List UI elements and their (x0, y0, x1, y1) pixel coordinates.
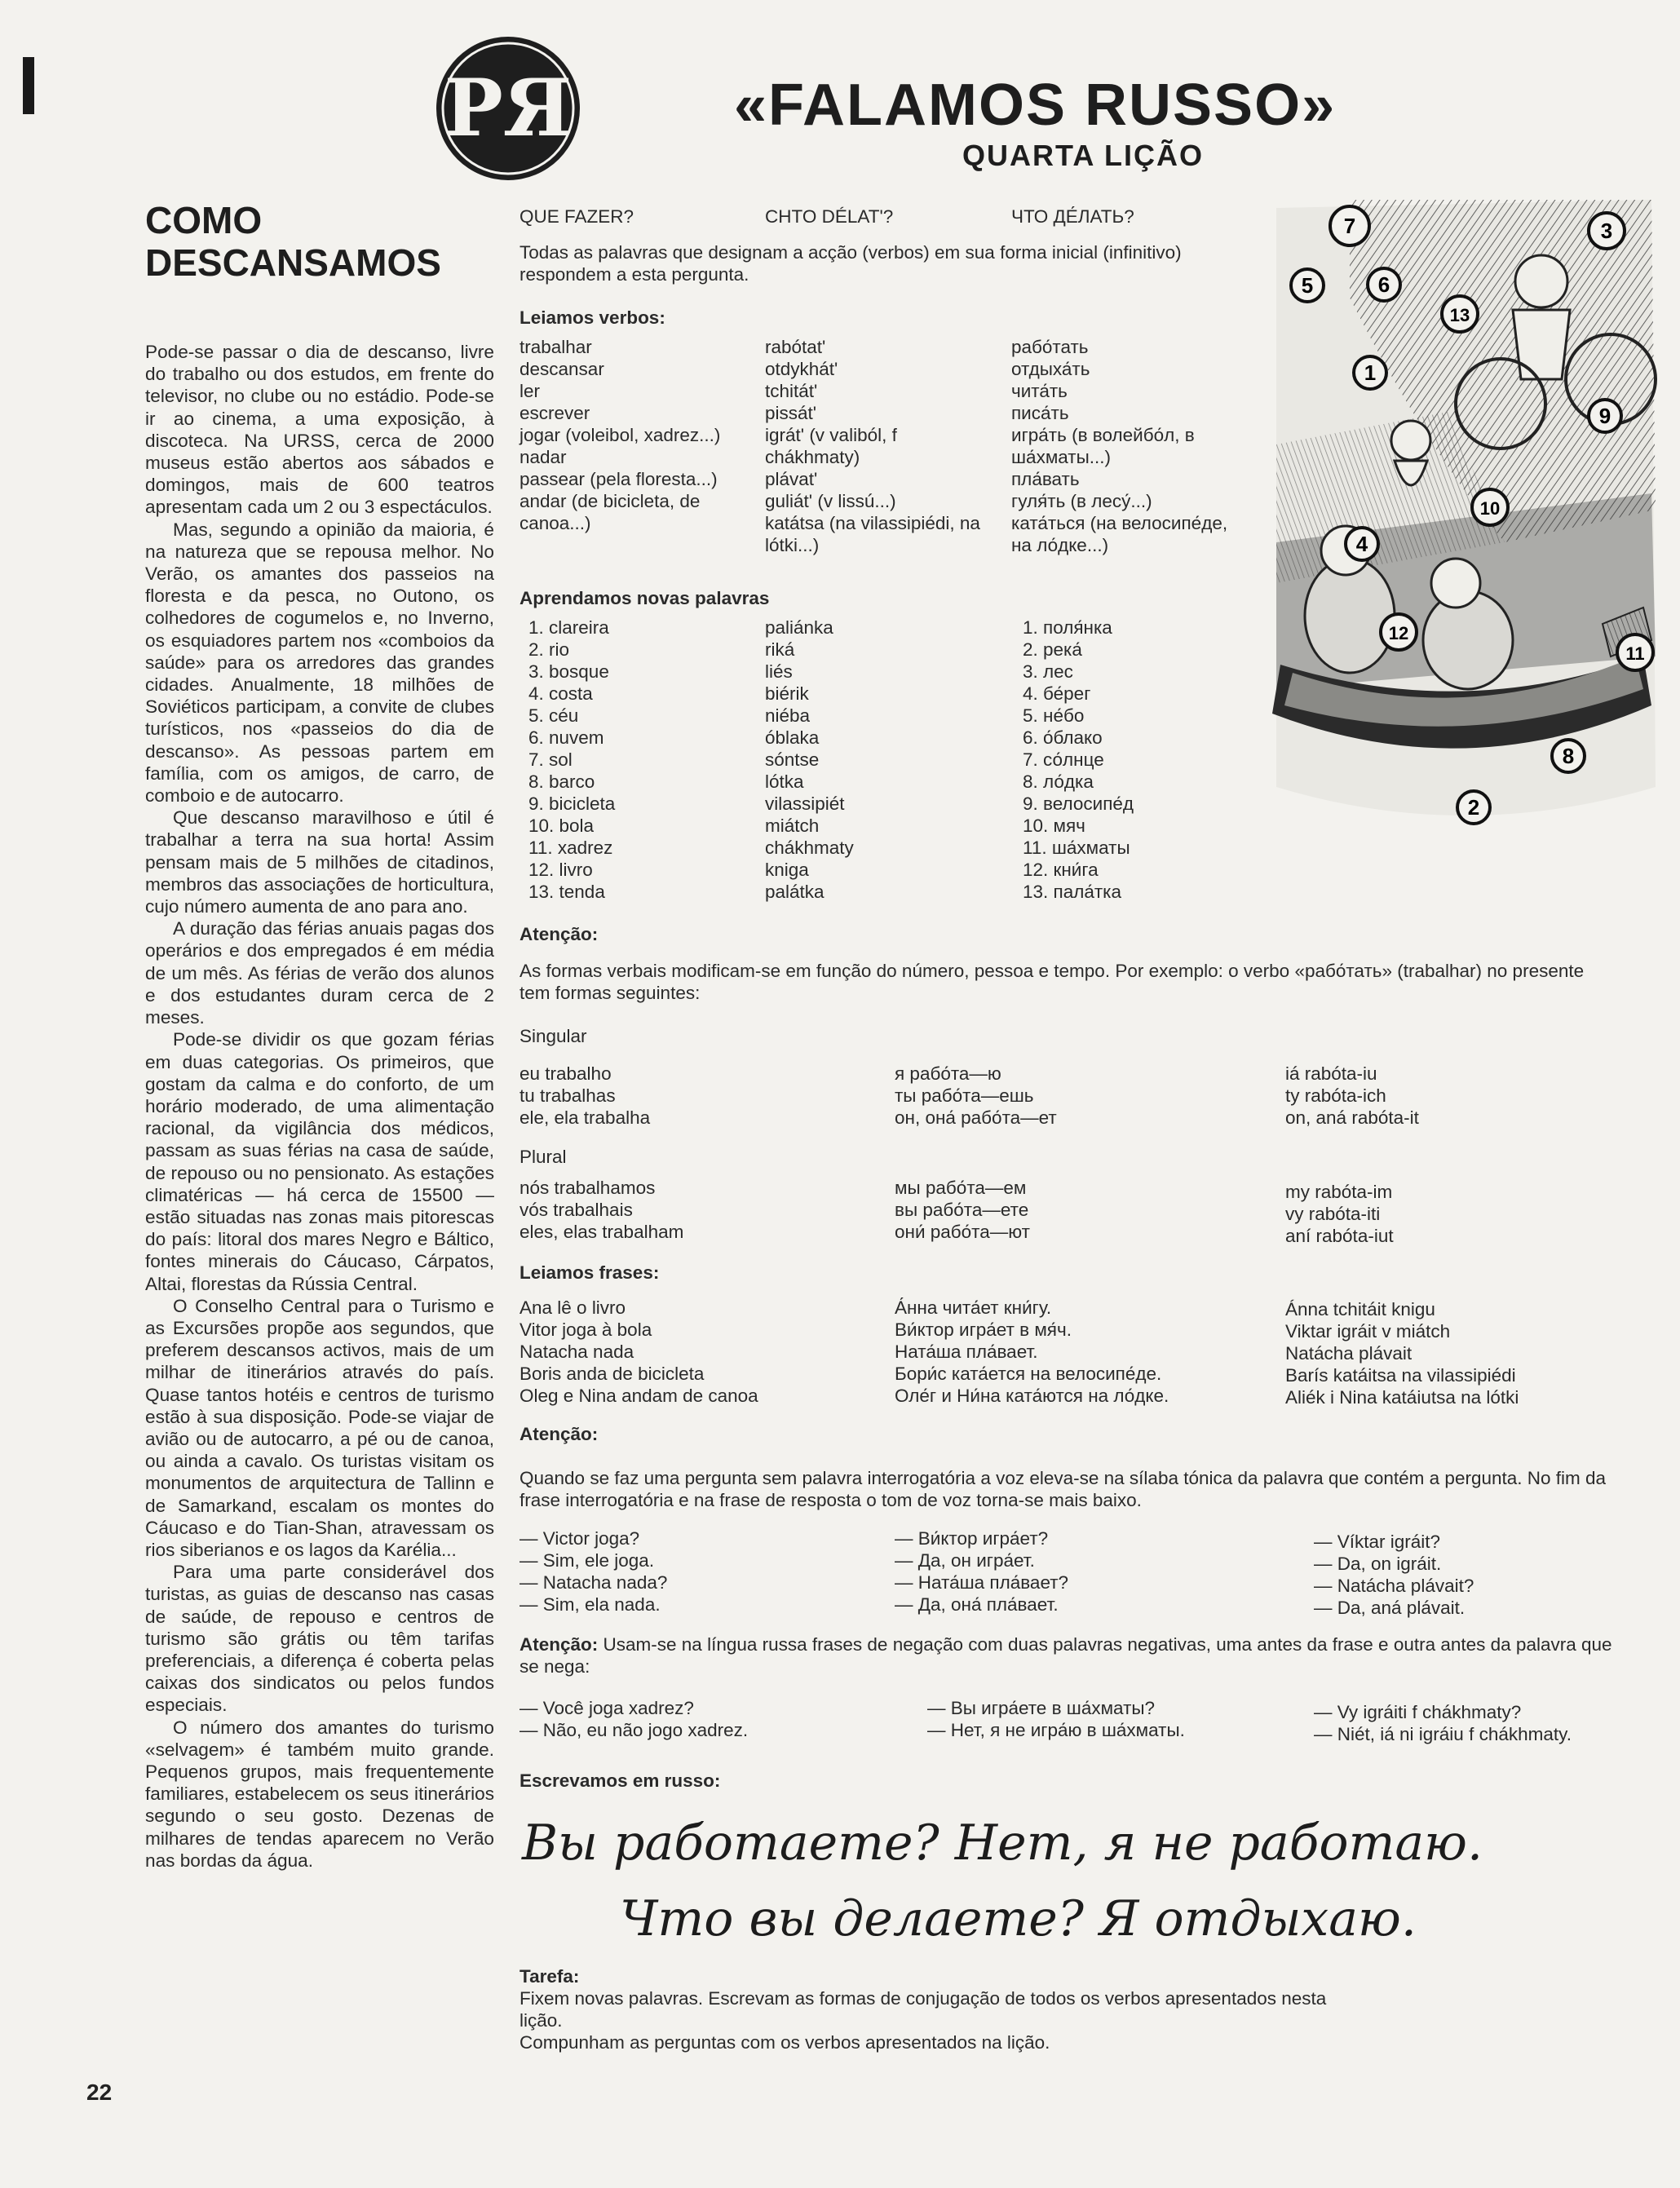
words-heading: Aprendamos novas palavras (519, 588, 770, 608)
question-translit: CHTO DÉLAT'? (765, 206, 894, 227)
negation-pt: — Não, eu não jogo xadrez. (519, 1720, 749, 1740)
word-ru: 5. не́бо (1023, 705, 1085, 726)
word-ru: 11. ша́хматы (1023, 838, 1130, 858)
callout-number: 8 (1562, 744, 1575, 768)
plural-pt-column (519, 1177, 683, 1243)
dialogue-pt: — Sim, ele joga. (519, 1550, 655, 1571)
negation-ru-column (927, 1697, 1185, 1741)
negation-ru: — Вы игра́ете в ша́хматы? (927, 1698, 1156, 1718)
task-text: Compunham as perguntas com os verbos apresentados na lição. (519, 2032, 1050, 2053)
phrase-ru: Оле́г и Ни́на ката́ются на ло́дке. (895, 1386, 1169, 1406)
callout-number: 5 (1301, 273, 1314, 298)
word-translit: miátch (765, 816, 820, 836)
word-translit: paliánka (765, 617, 833, 638)
question-pt: QUE FAZER? (519, 206, 634, 227)
word-ru: 13. пала́тка (1023, 882, 1122, 902)
verbs-heading: Leiamos verbos: (519, 307, 665, 328)
word-pt: 6. nuvem (528, 727, 604, 748)
conjugation-pt: eu trabalho (519, 1063, 612, 1084)
task-text: Fixem novas palavras. Escrevam as formas de conjugação de todos os verbos apresentados nesta lição. (519, 1988, 1327, 2031)
singular-translit-column (1285, 1063, 1419, 1129)
callout-number: 12 (1388, 623, 1409, 643)
word-translit: vilassipiét (765, 793, 845, 814)
verb-pt: escrever (519, 403, 590, 423)
verb-translit: plávat' (765, 469, 818, 489)
negation-pt-column (519, 1697, 748, 1741)
conjugation-ru: мы рабо́та—ем (895, 1178, 1027, 1198)
question-ru: ЧТО ДЕ́ЛАТЬ? (1011, 206, 1134, 227)
conjugation-pt: ele, ela trabalha (519, 1107, 651, 1128)
conjugation-translit: iá rabóta-iu (1285, 1063, 1377, 1084)
dialogue-translit-column (1314, 1531, 1474, 1619)
negation-ru: — Нет, я не игра́ю в ша́хматы. (927, 1720, 1185, 1740)
article-title-line1: COMO (145, 199, 263, 241)
conjugation-ru: они́ рабо́та—ют (895, 1222, 1030, 1242)
verbs-pt-column (519, 336, 736, 534)
article-paragraph: Mas, segundo a opinião da maioria, é na natureza que se repousa melhor. No Verão, os amantes dos passeios na floresta e da pesca, no Outono, os colhedores de cogumelos e, no Inverno, os esquiadores partem nos «comboios da saúde» para os arredores das grandes cidades. Anualmente, 18 milhões de Soviéticos participam, a convite de clubes turísticos, nos «passeios do dia de descanso». As pessoas partem em família, com os amigos, de carro, de comboio e de autocarro. (145, 519, 494, 807)
callout-number: 7 (1343, 214, 1356, 238)
lesson-logo (431, 31, 586, 186)
verb-ru: ката́ться (на велосипе́де, на ло́дке...) (1011, 513, 1228, 555)
verb-pt: descansar (519, 359, 604, 379)
conjugation-translit: my rabóta-im (1285, 1182, 1393, 1202)
word-translit: lótka (765, 771, 804, 792)
attention-heading: Atenção: (519, 924, 599, 944)
phrase-translit: Aliék i Nina katáiutsa na lótki (1285, 1387, 1519, 1408)
callout-number: 6 (1377, 272, 1390, 297)
word-translit: riká (765, 639, 795, 660)
word-translit: sóntse (765, 749, 820, 770)
callout-number: 11 (1625, 643, 1645, 664)
words-ru-column (1023, 617, 1134, 903)
plural-label: Plural (519, 1147, 567, 1167)
word-pt: 7. sol (528, 749, 573, 770)
verb-ru: писа́ть (1011, 403, 1069, 423)
word-pt: 8. barco (528, 771, 595, 792)
word-ru: 1. поля́нка (1023, 617, 1112, 638)
singular-label: Singular (519, 1026, 587, 1046)
conjugation-pt: eles, elas trabalham (519, 1222, 684, 1242)
lesson-illustration (1260, 200, 1660, 828)
conjugation-translit: on, aná rabóta-it (1285, 1107, 1419, 1128)
conjugation-pt: tu trabalhas (519, 1085, 616, 1106)
attention-text: Usam-se na língua russa frases de negação com duas palavras negativas, uma antes da frase e outra antes da palavra que se nega: (519, 1634, 1612, 1677)
conjugation-pt: nós trabalhamos (519, 1178, 656, 1198)
verb-translit: katátsa (na vilassipiédi, na lótki...) (765, 513, 980, 555)
negation-pt: — Você joga xadrez? (519, 1698, 694, 1718)
dialogue-ru: — Ната́ша пла́вает? (895, 1572, 1069, 1593)
phrase-pt: Vitor joga à bola (519, 1319, 652, 1340)
word-pt: 1. clareira (528, 617, 609, 638)
verb-pt: trabalhar (519, 337, 592, 357)
word-ru: 3. лес (1023, 661, 1073, 682)
phrase-ru: А́нна чита́ет кни́гу. (895, 1297, 1052, 1318)
dialogue-ru: — Да, он игра́ет. (895, 1550, 1035, 1571)
article-body (145, 341, 494, 1872)
word-translit: óblaka (765, 727, 820, 748)
conjugation-translit: aní rabóta-iut (1285, 1226, 1394, 1246)
word-ru: 4. бе́рег (1023, 683, 1091, 704)
word-translit: niéba (765, 705, 811, 726)
phrase-pt: Natacha nada (519, 1342, 634, 1362)
attention-text: Quando se faz uma pergunta sem palavra interrogatória a voz eleva-se na sílaba tónica da palavra que contém a pergunta. No fim da frase interrogatória e na frase de resposta o tom de voz torna-se mais baixo. (519, 1468, 1607, 1510)
verb-pt: andar (de bicicleta, de canoa...) (519, 491, 701, 533)
word-ru: 9. велосипе́д (1023, 793, 1134, 814)
logo-letters: РЯ (444, 62, 573, 154)
word-pt: 13. tenda (528, 882, 605, 902)
verb-translit: pissát' (765, 403, 817, 423)
attention-heading: Atenção: (519, 1634, 599, 1655)
singular-pt-column (519, 1063, 650, 1129)
dialogue-ru-column (895, 1527, 1068, 1616)
article-title (145, 199, 441, 284)
verb-ru: гуля́ть (в лесу́...) (1011, 491, 1152, 511)
word-pt: 4. costa (528, 683, 593, 704)
verb-translit: tchitát' (765, 381, 818, 401)
word-translit: liés (765, 661, 793, 682)
phrase-pt: Oleg e Nina andam de canoa (519, 1386, 758, 1406)
attention-heading: Atenção: (519, 1424, 599, 1444)
margin-bar (23, 57, 34, 114)
article-paragraph: A duração das férias anuais pagas dos operários e dos empregados é em média de um mês. As férias de verão dos alunos e dos estudantes duram cerca de 2 meses. (145, 918, 494, 1028)
word-translit: kniga (765, 860, 809, 880)
handwriting-line2: Что вы делаете? Я отдыхаю. (620, 1890, 1417, 1947)
verb-pt: ler (519, 381, 541, 401)
word-translit: chákhmaty (765, 838, 854, 858)
negation-translit-column (1314, 1701, 1572, 1745)
phrases-translit-column (1285, 1298, 1519, 1408)
phrase-translit: Viktar igráit v miátch (1285, 1321, 1451, 1342)
phrases-ru-column (895, 1297, 1169, 1407)
phrase-pt: Ana lê o livro (519, 1297, 626, 1318)
conjugation-ru: он, она́ рабо́та—ет (895, 1107, 1057, 1128)
dialogue-translit: — Da, aná plávait. (1314, 1598, 1466, 1618)
word-pt: 11. xadrez (528, 838, 613, 858)
words-pt-column (528, 617, 615, 903)
dialogue-translit: — Da, on igráit. (1314, 1554, 1442, 1574)
callout-number: 9 (1598, 404, 1611, 428)
word-ru: 8. ло́дка (1023, 771, 1094, 792)
dialogue-pt: — Victor joga? (519, 1528, 640, 1549)
attention-text: As formas verbais modificam-se em função do número, pessoa e tempo. Por exemplo: o verbo «рабо́тать» (trabalhar) no presente tem formas seguintes: (519, 961, 1585, 1003)
conjugation-pt: vós trabalhais (519, 1200, 633, 1220)
word-ru: 7. со́лнце (1023, 749, 1104, 770)
lesson-intro: Todas as palavras que designam a acção (verbos) em sua forma inicial (infinitivo) respondem a esta pergunta. (519, 242, 1182, 285)
article-paragraph: Pode-se dividir os que gozam férias em duas categorias. Os primeiros, que gostam da calma e do conforto, de um horário moderado, de uma alimentação racional, da vigilância dos médicos, passam as suas férias na casa de saúde, de repouso ou no pensionato. As estações climatéricas — há cerca de 15500 — estão situadas nas zonas mais pitorescas do país: litoral dos mares Negro e Báltico, fontes minerais do Cáucaso, Cárpatos, Altai, florestas da Rússia Central. (145, 1029, 494, 1294)
handwriting-line1: Вы работаете? Нет, я не работаю. (522, 1814, 1483, 1872)
verb-ru: игра́ть (в волейбо́л, в ша́хматы...) (1011, 425, 1195, 467)
article-paragraph: Que descanso maravilhoso e útil é trabalhar a terra na sua horta! Assim pensam mais de 5 milhões de citadinos, membros das associações de horticultura, cujo número aumenta de ano para ano. (145, 807, 494, 917)
verb-translit: otdykhát' (765, 359, 838, 379)
phrase-translit: Natácha plávait (1285, 1343, 1413, 1364)
word-translit: biérik (765, 683, 809, 704)
word-ru: 2. река́ (1023, 639, 1082, 660)
dialogue-ru: — Да, она́ пла́вает. (895, 1594, 1059, 1615)
plural-ru-column (895, 1177, 1030, 1243)
verb-pt: passear (pela floresta...) (519, 469, 718, 489)
attention-negation (519, 1633, 1616, 1677)
callout-number: 1 (1364, 360, 1377, 385)
callout-number: 3 (1600, 219, 1613, 243)
verbs-translit-column (765, 336, 985, 556)
phrases-heading: Leiamos frases: (519, 1262, 660, 1283)
dialogue-pt: — Natacha nada? (519, 1572, 668, 1593)
article-paragraph: O número dos amantes do turismo «selvagem» é também muito grande. Pequenos grupos, mais frequentemente familiares, estabelecem os seus itinerários segundo o seu gosto. Dezenas de milhares de tendas aparecem no Verão nas bordas da água. (145, 1717, 494, 1871)
write-heading: Escrevamos em russo: (519, 1770, 721, 1791)
conjugation-ru: ты рабо́та—ешь (895, 1085, 1034, 1106)
words-translit-column (765, 617, 854, 903)
conjugation-translit: vy rabóta-iti (1285, 1204, 1381, 1224)
page-title: «FALAMOS RUSSO» (734, 73, 1337, 138)
verb-translit: guliát' (v lissú...) (765, 491, 896, 511)
callout-number: 13 (1449, 305, 1470, 325)
singular-ru-column (895, 1063, 1057, 1129)
word-pt: 3. bosque (528, 661, 609, 682)
article-paragraph: Para uma parte considerável dos turistas, as guias de descanso nas casas de saúde, de repouso e centros de turismo são grátis ou têm tarifas preferenciais, a diferença é coberta pelas caixas dos sindicatos ou pelos fundos especiais. (145, 1562, 494, 1716)
verb-pt: jogar (voleibol, xadrez...) (519, 425, 721, 445)
phrase-ru: Бори́с ката́ется на велосипе́де. (895, 1364, 1162, 1384)
word-pt: 2. rio (528, 639, 570, 660)
dialogue-ru: — Ви́ктор игра́ет? (895, 1528, 1049, 1549)
phrase-translit: Barís katáitsa na vilassipiédi (1285, 1365, 1516, 1386)
plural-translit-column (1285, 1181, 1394, 1247)
conjugation-translit: ty rabóta-ich (1285, 1085, 1386, 1106)
dialogue-translit: — Natácha plávait? (1314, 1576, 1474, 1596)
verb-ru: чита́ть (1011, 381, 1068, 401)
callout-number: 10 (1479, 498, 1501, 519)
phrase-translit: Ánna tchitáit knigu (1285, 1299, 1435, 1319)
dialogue-pt-column (519, 1527, 667, 1616)
verb-translit: rabótat' (765, 337, 826, 357)
word-ru: 6. о́блако (1023, 727, 1103, 748)
verbs-ru-column (1011, 336, 1248, 556)
verb-ru: рабо́тать (1011, 337, 1089, 357)
article-paragraph: Pode-se passar o dia de descanso, livre do trabalho ou dos estudos, em frente do televisor, no clube ou no estádio. Pode-se ir ao cinema, a uma exposição, à discoteca. Na URSS, cerca de 2000 museus estão abertos aos sábados e domingos, mais de 600 teatros apresentam cada um 2 ou 3 espectáculos. (145, 342, 494, 518)
word-pt: 12. livro (528, 860, 593, 880)
word-ru: 12. кни́га (1023, 860, 1099, 880)
conjugation-ru: вы рабо́та—ете (895, 1200, 1029, 1220)
callout-number: 2 (1467, 795, 1480, 820)
phrase-ru: Ви́ктор игра́ет в мя́ч. (895, 1319, 1072, 1340)
negation-translit: — Vy igráiti f chákhmaty? (1314, 1702, 1522, 1722)
word-pt: 9. bicicleta (528, 793, 616, 814)
word-pt: 10. bola (528, 816, 595, 836)
article-title-line2: DESCANSAMOS (145, 241, 441, 284)
verb-translit: igrát' (v valiból, f chákhmaty) (765, 425, 897, 467)
page-number: 22 (86, 2080, 113, 2105)
word-ru: 10. мяч (1023, 816, 1085, 836)
phrase-ru: Ната́ша пла́вает. (895, 1342, 1038, 1362)
article-paragraph: O Conselho Central para o Turismo e as Excursões propõe aos segundos, que preferem descansos activos, mais de um milhar de itinerários através do país. Quase tantos hotéis e centros de turismo estão à sua disposição. Pode-se viajar de avião ou de autocarro, a pé ou de canoa, ou ainda a cavalo. Os turistas visitam os monumentos de arquitectura de Tallinn e de Samarkand, escalam os montes do Cáucaso e do Tian-Shan, atravessam os rios siberianos e os lagos da Karélia... (145, 1295, 494, 1560)
verb-ru: пла́вать (1011, 469, 1080, 489)
verb-ru: отдыха́ть (1011, 359, 1090, 379)
word-pt: 5. céu (528, 705, 579, 726)
negation-translit: — Niét, iá ni igráiu f chákhmaty. (1314, 1724, 1572, 1744)
word-translit: palátka (765, 882, 825, 902)
callout-number: 4 (1355, 532, 1368, 556)
dialogue-pt: — Sim, ela nada. (519, 1594, 661, 1615)
page-subtitle: QUARTA LIÇÃO (962, 139, 1204, 172)
phrases-pt-column (519, 1297, 758, 1407)
verb-pt: nadar (519, 447, 567, 467)
handwriting-sample (514, 1798, 1483, 1961)
conjugation-ru: я рабо́та—ю (895, 1063, 1001, 1084)
task-heading: Tarefa: (519, 1966, 580, 1987)
phrase-pt: Boris anda de bicicleta (519, 1364, 705, 1384)
dialogue-translit: — Víktar igráit? (1314, 1532, 1441, 1552)
